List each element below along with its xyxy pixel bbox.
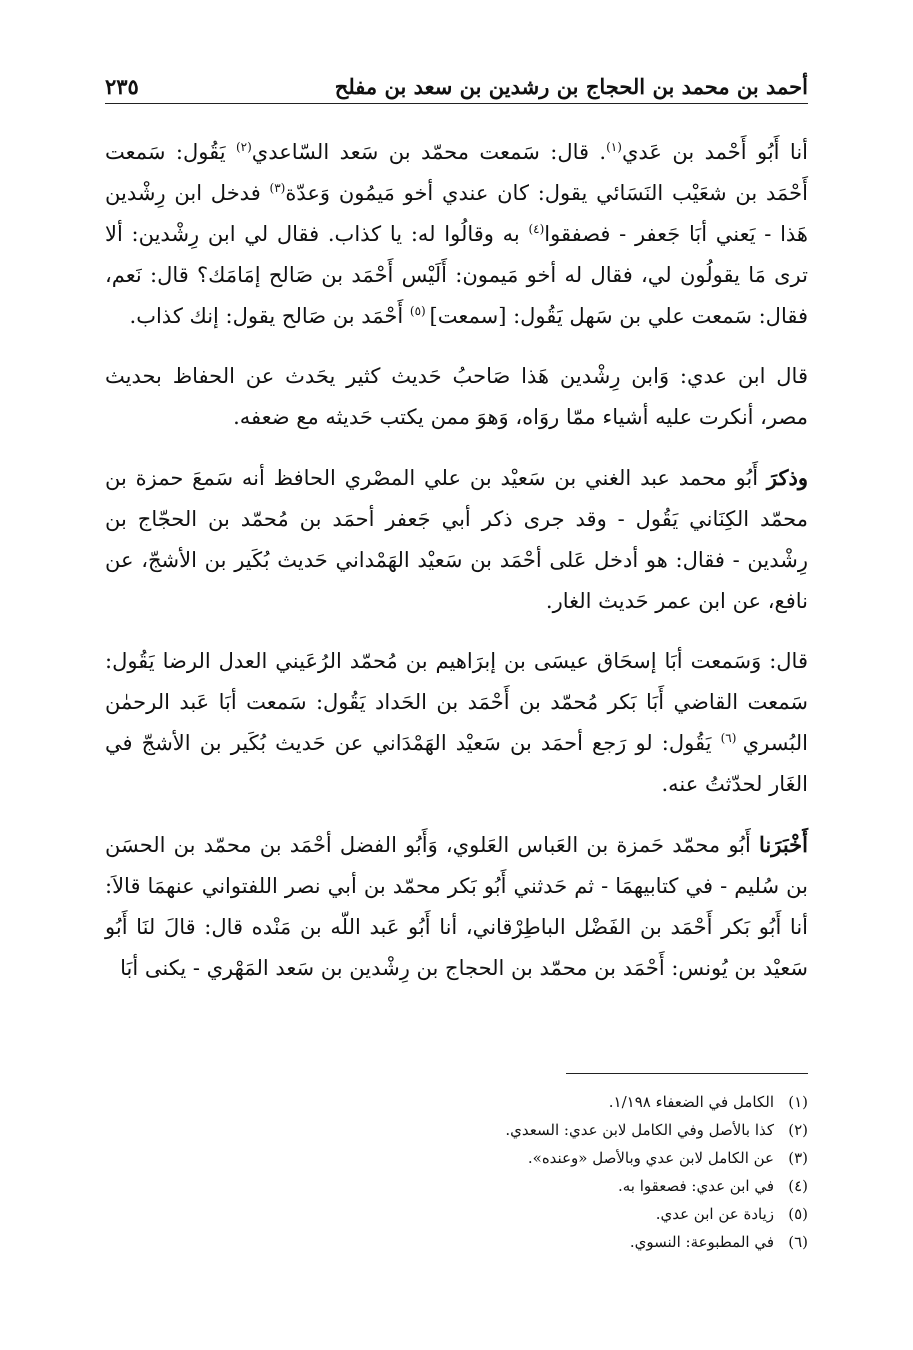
footnote-text: في ابن عدي: فصعقوا به. xyxy=(617,1177,774,1195)
text-segment: . قال: سَمعت محمّد بن سَعد السّاعدي xyxy=(251,140,607,164)
text-segment: قال ابن عدي: وَابن رِشْدين هَذا صَاحبُ حَديث كثير يحَدث عن الحفاظ بحديث مصر، أنكرت عليه أشياء ممّا روَاه، وَهوَ ممن يكتب حَديثه مع ضعفه. xyxy=(105,364,808,429)
footnote-text: في المطبوعة: النسوي. xyxy=(629,1233,774,1251)
footnote-reference[interactable]: (٦) xyxy=(720,731,743,745)
footnote-reference[interactable]: (٣) xyxy=(269,181,286,195)
text-segment: أنا أَبُو أَحْمد بن عَدي xyxy=(621,140,808,164)
text-segment: أَحْمَد بن صَالح يقول: إنك كذاب. xyxy=(129,304,410,328)
text-segment: يَقُول: لو رَجع أحمَد بن سَعيْد الهَمْدَاني عن حَديث بُكَير بن الأشجّ في الغَار لحدّثتُ عنه. xyxy=(105,731,808,796)
footnote xyxy=(300,1144,808,1172)
footnote-reference[interactable]: (٤) xyxy=(528,222,545,236)
body-text xyxy=(105,132,808,1008)
footnote-reference[interactable]: (٢) xyxy=(235,140,252,154)
footnote xyxy=(300,1116,808,1144)
footnote-text: عن الكامل لابن عدي وبالأصل «وعنده». xyxy=(527,1149,774,1167)
footnotes xyxy=(300,1088,808,1256)
footnote-number: (٢) xyxy=(788,1121,808,1139)
footnote-reference[interactable]: (٥) xyxy=(409,304,430,318)
footnote-text: كذا بالأصل وفي الكامل لابن عدي: السعدي. xyxy=(505,1121,774,1139)
footnote-number: (١) xyxy=(788,1093,808,1111)
paragraph xyxy=(105,457,808,622)
paragraph xyxy=(105,824,808,989)
page-number: ٢٣٥ xyxy=(105,74,139,99)
running-title: أحمد بن محمد بن الحجاج بن رشدين بن سعد بن مفلح xyxy=(334,74,808,99)
text-segment: فدخل ابن رِشْدين هَذا - يَعني أبَا جَعفر - فصفقوا xyxy=(105,181,808,246)
text-segment: أَبُو محمد عبد الغني بن سَعيْد بن علي المصْري الحافظ أنه سَمعَ حمزة بن محمّد الكِنَاني يَقُول - وقد جرى ذكر أبي جَعفر أحمَد بن مُحمّد بن الحجّاج بن رِشْدين - فقال: هو أدخل عَلى أحْمَد بن سَعيْد الهَمْداني حَديث بُكَير بن الأشجّ، عن نافع، عن ابن عمر حَديث الغار. xyxy=(105,466,808,613)
footnote-number: (٤) xyxy=(788,1177,808,1195)
footnote-text: الكامل في الضعفاء ١/١٩٨. xyxy=(608,1093,774,1111)
footnote xyxy=(300,1228,808,1256)
text-segment: يَقُول: سَمعت أَحْمَد بن شعَيْب النَسَائي يقول: كان عندي أخو مَيمُون وَعدّة xyxy=(105,140,809,205)
paragraph xyxy=(105,356,808,438)
footnote-number: (٥) xyxy=(788,1205,808,1223)
footnote xyxy=(300,1200,808,1228)
footnote-text: زيادة عن ابن عدي. xyxy=(655,1205,774,1223)
footnote xyxy=(300,1088,808,1116)
footnote xyxy=(300,1172,808,1200)
paragraph xyxy=(105,132,808,337)
text-segment: قال: وَسَمعت أبَا إسحَاق عيسَى بن إبرَاهيم بن مُحمّد الرُعَيني العدل الرضا يَقُول: سَمعت القاضي أَبَا بَكر مُحمّد بن أَحْمَد بن الحَداد يَقُول: سَمعت أبَا عَبد الرحمٰن البُسري xyxy=(105,649,808,755)
page-header xyxy=(105,66,808,104)
footnote-divider xyxy=(566,1073,808,1074)
footnote-number: (٣) xyxy=(788,1149,808,1167)
paragraph-keyword: أَخْبَرَنا xyxy=(759,832,808,857)
text-segment: به وقالُوا له: يا كذاب. فقال لي ابن رِشْدين: ألا ترى مَا يقولُون لي، فقال له أخو مَيمون: أَلَيْس أَحْمَد بن صَالح إمَامَك؟ قال: نَعم، فقال: سَمعت علي بن سَهل يَقُول: [سمعت] xyxy=(105,222,808,328)
footnote-number: (٦) xyxy=(788,1233,808,1251)
paragraph xyxy=(105,641,808,805)
paragraph-keyword: وذكرَ xyxy=(766,465,808,490)
footnote-reference[interactable]: (١) xyxy=(606,140,622,154)
text-segment: أَبُو محمّد حَمزة بن العَباس العَلوي، وَأَبُو الفضل أحْمَد بن محمّد بن الحسَن بن سُليم - في كتابيهمَا - ثم حَدثني أَبُو بَكر محمّد بن أبي نصر اللفتواني عنهمَا قالاَ: أنا أَبُو بَكر أَحْمَد بن الفَضْل الباطِرْقاني، أنا أَبُو عَبد اللّه بن مَنْده قال: قالَ لنَا أَبُو سَعيْد بن يُونس: أَحْمَد بن محمّد بن الحجاج بن رِشْدين بن سَعد المَهْري - يكنى أبَا xyxy=(105,833,808,980)
